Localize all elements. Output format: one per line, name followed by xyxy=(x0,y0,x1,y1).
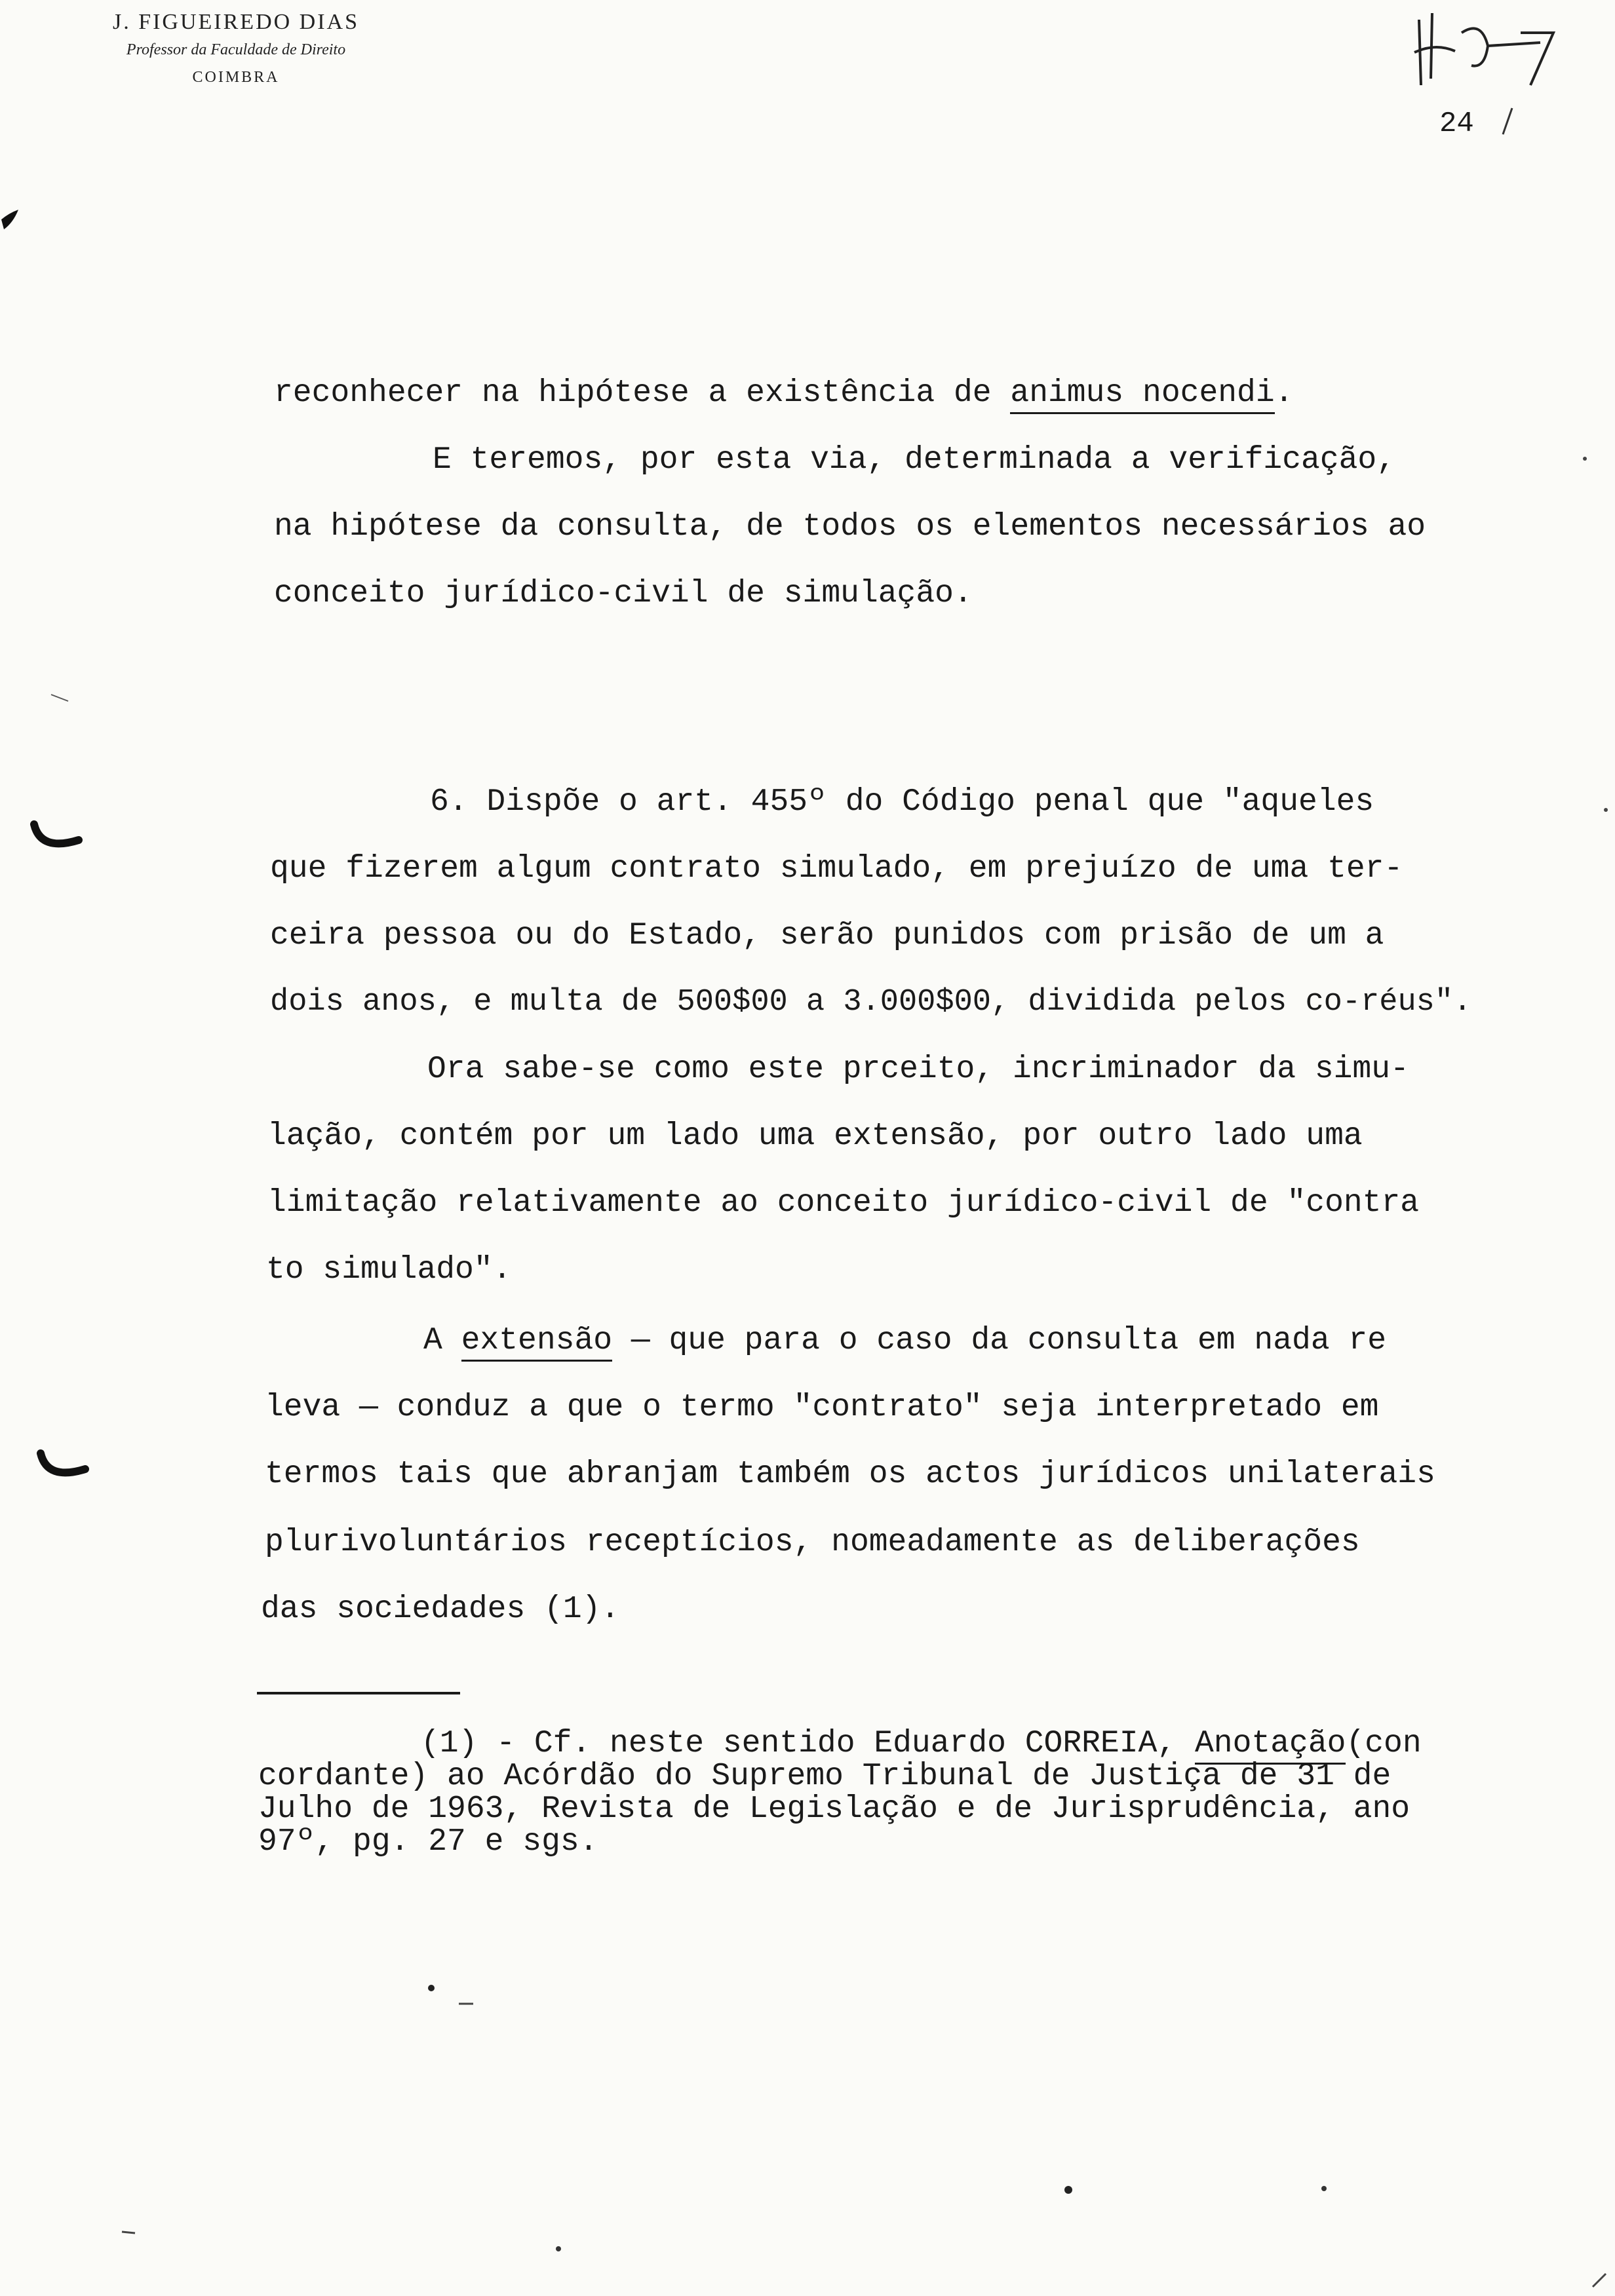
text-line: E teremos, por esta via, determinada a verificação, xyxy=(433,442,1396,478)
letterhead-name: J. FIGUEIREDO DIAS xyxy=(112,10,360,34)
text-line: reconhecer na hipótese a existência de animus nocendi. xyxy=(274,375,1293,411)
page-number: 24 xyxy=(1439,107,1474,140)
text-line: lação, contém por um lado uma extensão, por outro lado uma xyxy=(267,1119,1363,1154)
text-line: 6. Dispõe o art. 455º do Código penal que "aqueles xyxy=(430,784,1374,820)
footnote-line: Julho de 1963, Revista de Legislação e de Jurisprudência, ano xyxy=(258,1791,1411,1827)
letterhead-city: COIMBRA xyxy=(192,69,280,86)
text-line: leva — conduz a que o termo "contrato" seja interpretado em xyxy=(265,1390,1379,1425)
text-line: termos tais que abranjam também os actos jurídicos unilaterais xyxy=(265,1457,1435,1492)
underlined-term: Anotação xyxy=(1195,1726,1346,1765)
footnote-line: (1) - Cf. neste sentido Eduardo CORREIA, Anotação(con xyxy=(421,1727,1422,1760)
text-line: ceira pessoa ou do Estado, serão punidos com prisão de um a xyxy=(270,918,1384,953)
text-line: to simulado". xyxy=(266,1252,512,1288)
text-line: conceito jurídico-civil de simulação. xyxy=(274,576,973,611)
underlined-term: animus nocendi xyxy=(1010,375,1274,414)
text-line: das sociedades (1). xyxy=(261,1592,620,1627)
text-line: plurivoluntários receptícios, nomeadamente as deliberações xyxy=(265,1525,1360,1560)
text-line: que fizerem algum contrato simulado, em prejuízo de uma ter- xyxy=(270,851,1403,887)
text-line: dois anos, e multa de 500$00 a 3.000$00, dividida pelos co-réus". xyxy=(270,985,1472,1020)
footnote-line: cordante) ao Acórdão do Supremo Tribunal de Justiça de 31 de xyxy=(258,1759,1391,1794)
text-line: na hipótese da consulta, de todos os elementos necessários ao xyxy=(274,509,1426,545)
text-line: limitação relativamente ao conceito jurídico-civil de "contra xyxy=(267,1185,1420,1221)
text-line: Ora sabe-se como este prceito, incriminador da simu- xyxy=(427,1052,1409,1087)
underlined-term: extensão xyxy=(461,1323,612,1362)
letterhead-title: Professor da Faculdade de Direito xyxy=(126,41,346,58)
footnote-line: 97º, pg. 27 e sgs. xyxy=(258,1824,598,1860)
text-line: A extensão — que para o caso da consulta em nada re xyxy=(423,1322,1386,1359)
